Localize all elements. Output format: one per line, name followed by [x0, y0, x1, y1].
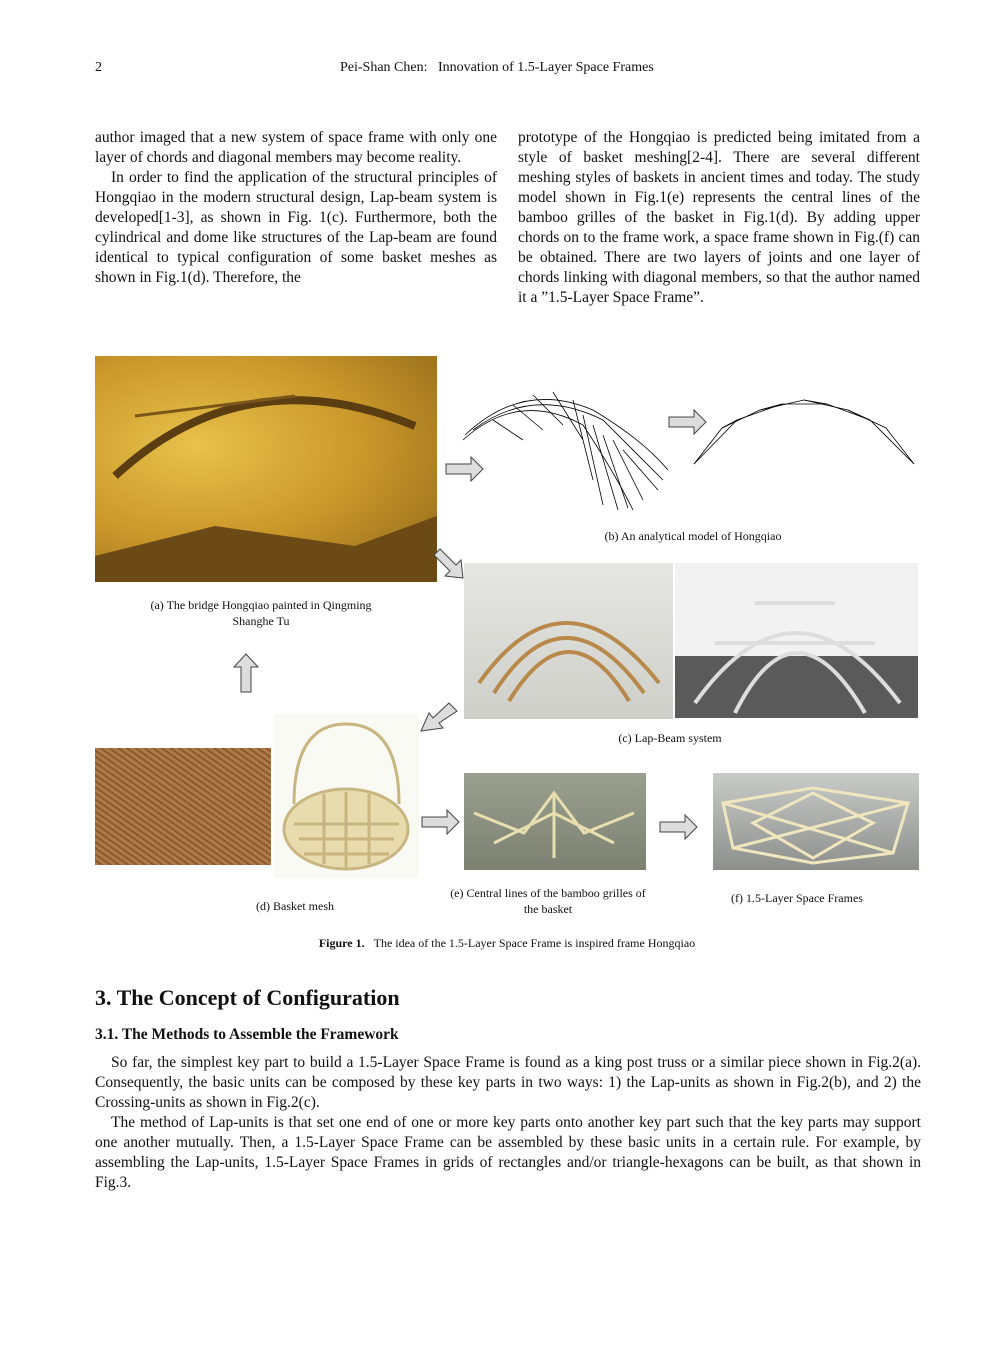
- central-lines-model-image: [464, 773, 646, 870]
- arrow-diagonal-icon: [419, 701, 459, 733]
- basket-mesh-closeup-image: [95, 748, 271, 865]
- paragraph: In order to find the application of the structural principles of Hongqiao in the modern structural design, Lap-beam system is developed[1-3], as shown in Fig. 1(c). Furthermore, both the cylindrical and dome like structures of the Lap-beam are found identical to typical configuration of some basket meshes as shown in Fig.1(d). Therefore, the: [95, 169, 497, 286]
- truss-model-diagram: [692, 396, 916, 468]
- caption-a: (a) The bridge Hongqiao painted in Qingming Shanghe Tu: [150, 598, 372, 628]
- caption-e: (e) Central lines of the bamboo grilles of the basket: [450, 886, 646, 916]
- lap-beam-dome-image: [675, 563, 918, 718]
- subsection-heading: 3.1. The Methods to Assemble the Framework: [95, 1026, 399, 1043]
- section-body: [95, 1053, 921, 1193]
- page-number: 2: [95, 60, 102, 75]
- paragraph: author imaged that a new system of space frame with only one layer of chords and diagonal members may become reality.: [95, 129, 497, 166]
- figure-caption-text: The idea of the 1.5-Layer Space Frame is inspired frame Hongqiao: [373, 936, 696, 950]
- caption-d: (d) Basket mesh: [256, 899, 334, 913]
- figure-label: Figure 1.: [318, 936, 365, 950]
- caption-f: (f) 1.5-Layer Space Frames: [731, 891, 863, 905]
- paragraph: The method of Lap-units is that set one end of one or more key parts onto another key part such that the key parts may support one another mutually. Then, a 1.5-Layer Space Frame can be assembled by these basic units in a certain rule. For example, by assembling the Lap-units, 1.5-Layer Space Frames in grids of rectangles and/or triangle-hexagons can be built, as that shown in Fig.3.: [95, 1114, 921, 1191]
- figure-caption: [200, 935, 814, 951]
- arrow-diagonal-icon: [432, 547, 466, 581]
- section-heading: 3. The Concept of Configuration: [95, 985, 400, 1010]
- caption-b: (b) An analytical model of Hongqiao: [604, 529, 782, 543]
- right-column: [518, 128, 920, 308]
- analytical-model-wireframe: [463, 380, 669, 516]
- arrow-right-icon: [659, 814, 699, 841]
- running-title: Pei-Shan Chen: Innovation of 1.5-Layer Space Frames: [340, 60, 654, 75]
- lap-beam-cylinder-image: [464, 563, 673, 719]
- caption-c: (c) Lap-Beam system: [618, 731, 722, 745]
- arrow-right-icon: [421, 809, 461, 836]
- basket-image: [274, 714, 419, 878]
- paragraph: So far, the simplest key part to build a 1.5-Layer Space Frame is found as a king post truss or a similar piece shown in Fig.2(a). Consequently, the basic units can be composed by these key parts in two ways: 1) the Lap-units as shown in Fig.2(b), and 2) the Crossing-units as shown in Fig.2(c).: [95, 1054, 921, 1111]
- space-frame-model-image: [713, 773, 919, 870]
- paragraph: prototype of the Hongqiao is predicted being imitated from a style of basket meshing[2-4]. There are several different meshing styles of baskets in ancient times and today. The study model shown in Fig.1(e) represents the central lines of the bamboo grilles of the basket in Fig.1(d). By adding upper chords on to the frame work, a space frame shown in Fig.(f) can be obtained. There are two layers of joints and one layer of chords linking with diagonal members, so that the author named it a ”1.5-Layer Space Frame”.: [518, 129, 920, 306]
- arrow-up-icon: [232, 653, 260, 693]
- left-column: [95, 128, 497, 288]
- hongqiao-painting-image: [95, 356, 437, 582]
